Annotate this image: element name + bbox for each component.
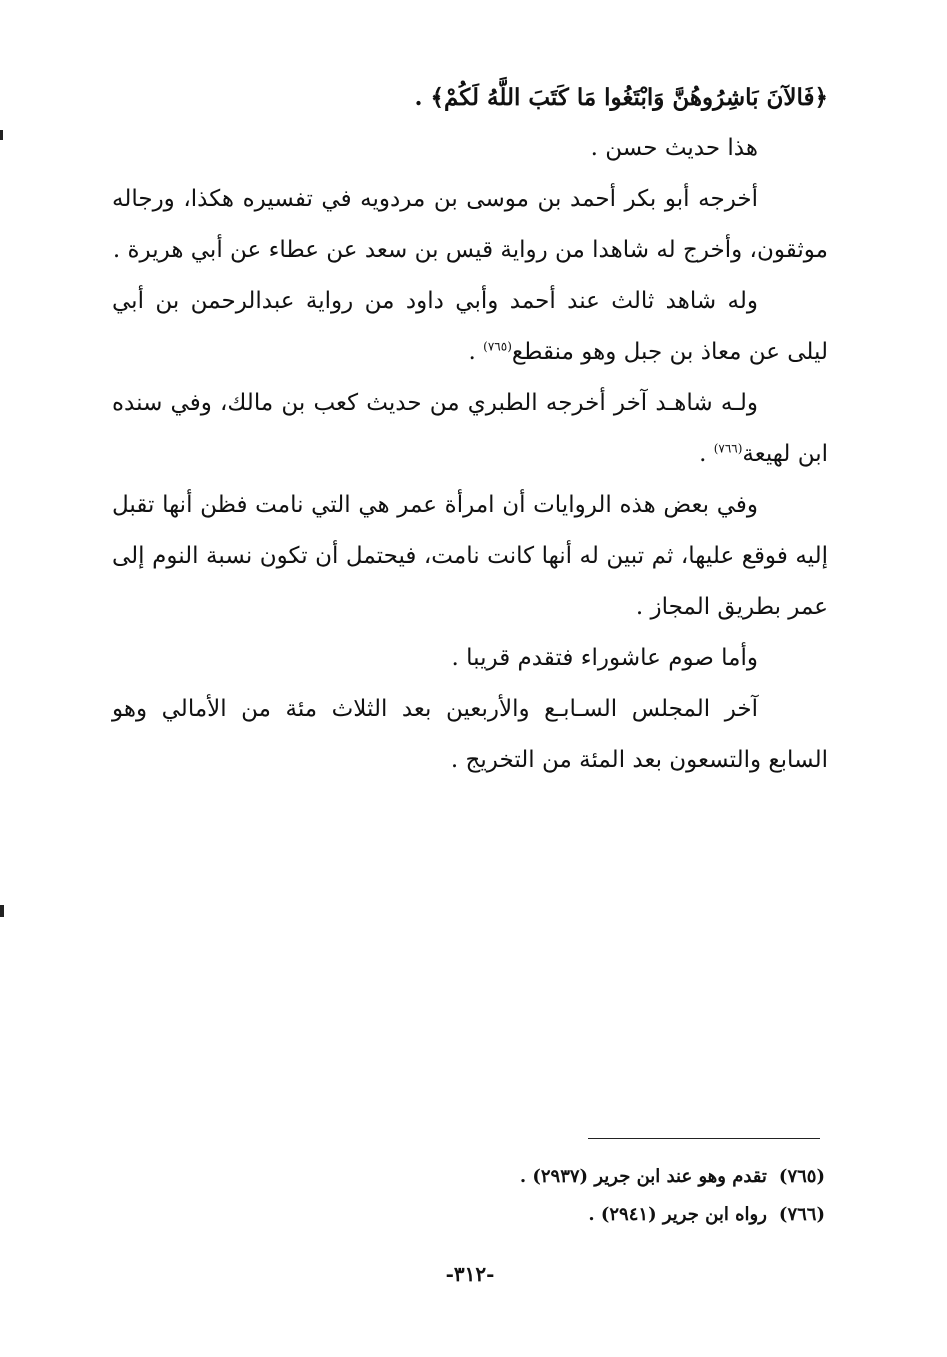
page-number: -٣١٢- — [445, 1262, 495, 1286]
paragraph-narrations: وفي بعض هذه الروايات أن امرأة عمر هي التي نامت فظن أنها تقبل إليه فوقع عليها، ثم تبين له أنها كانت نامت، فيحتمل أن تكون نسبة النوم إلى عمر بطريق المجاز . — [112, 492, 828, 620]
footnote-765 — [300, 1158, 825, 1196]
paragraph-text: وله شاهد ثالث عند أحمد وأبي داود من رواية عبدالرحمن بن أبي ليلى عن معاذ بن جبل وهو منقطع — [112, 288, 828, 365]
paragraph-session-end: آخر المجلس السـابـع والأربعين بعد الثلاث مئة من الأمالي وهو السابع والتسعون بعد المئة من التخريج . — [112, 696, 828, 773]
footnote-ref-766[interactable]: (٧٦٦) — [713, 441, 743, 456]
paragraph-text: ولـه شاهـد آخر أخرجه الطبري من حديث كعب بن مالك، وفي سنده ابن لهيعة — [112, 390, 828, 467]
footnote-number: (٧٦٥) — [778, 1166, 825, 1187]
hadith-grade: هذا حديث حسن . — [590, 135, 758, 161]
quran-verse: ﴿فَالآنَ بَاشِرُوهُنَّ وَابْتَغُوا مَا كَتَبَ اللَّهُ لَكُمْ﴾ . — [414, 84, 828, 111]
paragraph-end: . — [699, 441, 714, 467]
scan-edge-mark — [0, 130, 3, 140]
footnote-766 — [300, 1196, 825, 1234]
main-text — [112, 72, 828, 786]
footnote-divider — [588, 1138, 820, 1139]
paragraph-takhrij: أخرجه أبو بكر أحمد بن موسى بن مردويه في تفسيره هكذا، ورجاله موثقون، وأخرج له شاهدا من رواية قيس بن سعد عن عطاء عن أبي هريرة . — [112, 186, 828, 263]
footnote-ref-765[interactable]: (٧٦٥) — [483, 339, 512, 354]
paragraph-third-witness — [112, 276, 828, 378]
paragraph-other-witness — [112, 378, 828, 480]
footnote-text: رواه ابن جرير (٢٩٤١) . — [588, 1204, 767, 1225]
scan-edge-mark — [0, 905, 4, 917]
paragraph-end: . — [468, 339, 484, 365]
footnote-number: (٧٦٦) — [778, 1204, 825, 1225]
footnote-text: تقدم وهو عند ابن جرير (٢٩٣٧) . — [519, 1166, 767, 1187]
footnotes — [300, 1158, 825, 1234]
paragraph-ashura: وأما صوم عاشوراء فتقدم قريبا . — [451, 645, 758, 671]
